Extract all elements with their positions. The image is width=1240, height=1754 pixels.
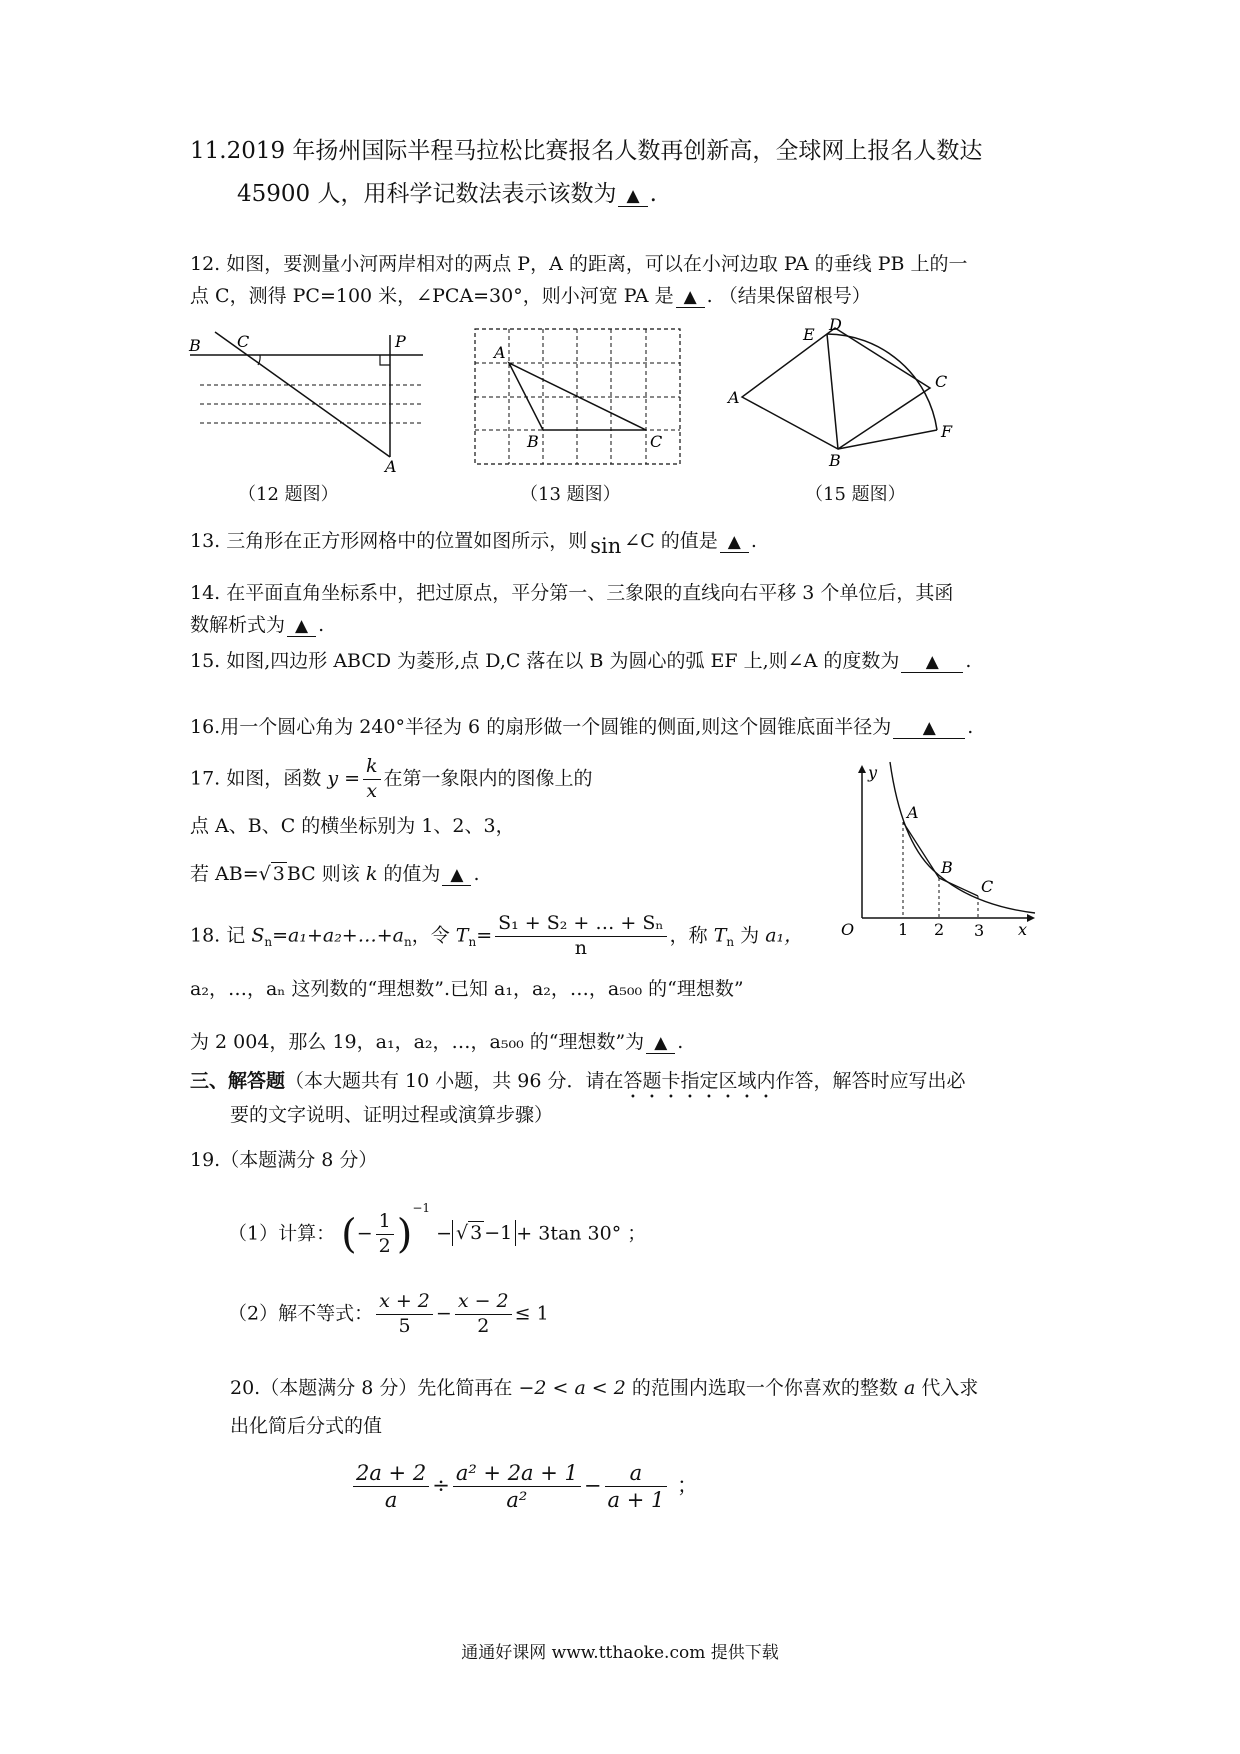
caption-fig15: （15 题图） (805, 484, 906, 505)
q14-line2: 数解析式为 ▲ . (190, 614, 325, 636)
answer-blank-q15: ▲ (901, 652, 963, 673)
fig17-label-a: A (907, 803, 919, 822)
q20-line1: 20.（本题满分 8 分）先化简再在 −2 < a < 2 的范围内选取一个你喜欢的整数 a 代入求 (230, 1377, 979, 1399)
q11-line1: 11.2019 年扬州国际半程马拉松比赛报名人数再创新高，全球网上报名人数达 (190, 138, 983, 164)
q15-text: 15. 如图,四边形 ABCD 为菱形,点 D,C 落在以 B 为圆心的弧 EF 上,则∠A 的度数为 ▲ . (190, 650, 972, 672)
fig12-label-p: P (395, 332, 406, 351)
q12-line2: 点 C，测得 PC=100 米，∠PCA=30°，则小河宽 PA 是 ▲ . （结果保留根号） (190, 285, 871, 307)
q19-part2: （2）解不等式： $\frac{x + 2}{5}$ − $\frac{x - 2}{2}$ ≤ 1 (228, 1290, 549, 1337)
fig15-label-b: B (829, 451, 841, 470)
q16-text: 16.用一个圆心角为 240°半径为 6 的扇形做一个圆锥的侧面,则这个圆锥底面半径为 ▲ . (190, 716, 974, 738)
answer-blank-q13: ▲ (720, 532, 749, 553)
page-footer: 通通好课网 www.tthaoke.com 提供下载 (461, 1643, 779, 1663)
q19-part1: （1）计算： (− $\frac{1}{2}$ )$^{-1}$ − √ 3 −1 + 3tan 30° ； (228, 1200, 647, 1258)
fig13-label-b: B (527, 432, 539, 451)
caption-fig13: （13 题图） (520, 484, 621, 505)
q12-line1: 12. 如图，要测量小河两岸相对的两点 P，A 的距离，可以在小河边取 PA 的垂线 PB 上的一 (190, 253, 968, 275)
fig17-tick-3: 3 (974, 921, 985, 940)
answer-blank-q16: ▲ (893, 718, 965, 739)
q19-head: 19.（本题满分 8 分） (190, 1149, 378, 1171)
answer-blank-q17: ▲ (442, 865, 471, 886)
figure-17 (835, 760, 1040, 940)
fig17-label-c: C (981, 877, 994, 896)
figure-15 (725, 315, 965, 470)
q17-line1: 17. 如图，函数 y = $\frac{k}{x}$ 在第一象限内的图像上的 (190, 755, 593, 802)
q17-line2: 点 A、B、C 的横坐标别为 1、2、3， (190, 815, 515, 837)
q18-line2: a₂，…，aₙ 这列数的“理想数”.已知 a₁，a₂，…，a₅₀₀ 的“理想数” (190, 978, 744, 1000)
figure-13 (470, 325, 690, 470)
fig15-label-f: F (941, 422, 953, 441)
q18-line1: 18. 记 $S_n=a_1+a_2+\dots+a_n$，令 $T_n=$ $\frac{\text{S₁ + S₂ + … + Sₙ}}{n}$ ，称 $T_n$ 为 a₁， (190, 912, 804, 959)
fig15-label-d: D (829, 315, 842, 334)
fig17-label-x: x (1018, 920, 1028, 939)
caption-fig12: （12 题图） (238, 484, 339, 505)
fig12-label-a: A (385, 457, 397, 476)
section3-heading: 三、解答题（本大题共有 10 小题，共 96 分．请在答题卡指定区域内作答，解答时应写出必 (190, 1070, 966, 1092)
figure-12 (185, 325, 435, 475)
answer-blank-q18: ▲ (646, 1033, 675, 1054)
fig17-label-y: y (868, 763, 878, 782)
q20-expression: $\frac{2a + 2}{a}$ ÷ $\frac{\text{a² + 2a + 1}}{\text{a²}}$ − $\frac{a}{a + 1}$ ； (350, 1460, 698, 1514)
fig17-tick-1: 1 (898, 920, 909, 939)
fig13-label-a: A (494, 343, 506, 362)
fig15-label-e: E (803, 325, 815, 344)
section3-line2: 要的文字说明、证明过程或演算步骤） (230, 1104, 554, 1126)
fig15-label-c: C (935, 372, 948, 391)
q17-line3: 若 AB=√ 3 BC 则该 k 的值为 ▲ . (190, 863, 480, 885)
fig17-tick-2: 2 (934, 920, 945, 939)
fig13-label-c: C (650, 432, 663, 451)
fig17-label-o: O (841, 920, 855, 939)
fig15-label-a: A (728, 388, 740, 407)
answer-blank-q14: ▲ (287, 616, 316, 637)
q13-text: 13. 三角形在正方形网格中的位置如图所示，则 sin ∠C 的值是 ▲ . (190, 530, 757, 558)
fig12-label-c: C (237, 332, 250, 351)
q18-line3: 为 2 004，那么 19，a₁，a₂，…，a₅₀₀ 的“理想数”为 ▲ . (190, 1031, 684, 1053)
fig17-label-b: B (941, 858, 953, 877)
q20-line2: 出化简后分式的值 (230, 1415, 383, 1437)
q11-line2: 45900 人，用科学记数法表示该数为 ▲ . (237, 181, 657, 207)
fig12-label-b: B (189, 336, 201, 355)
answer-blank-q11: ▲ (618, 186, 647, 207)
q14-line1: 14. 在平面直角坐标系中，把过原点，平分第一、三象限的直线向右平移 3 个单位后，其函 (190, 582, 954, 604)
answer-blank-q12: ▲ (676, 287, 705, 308)
